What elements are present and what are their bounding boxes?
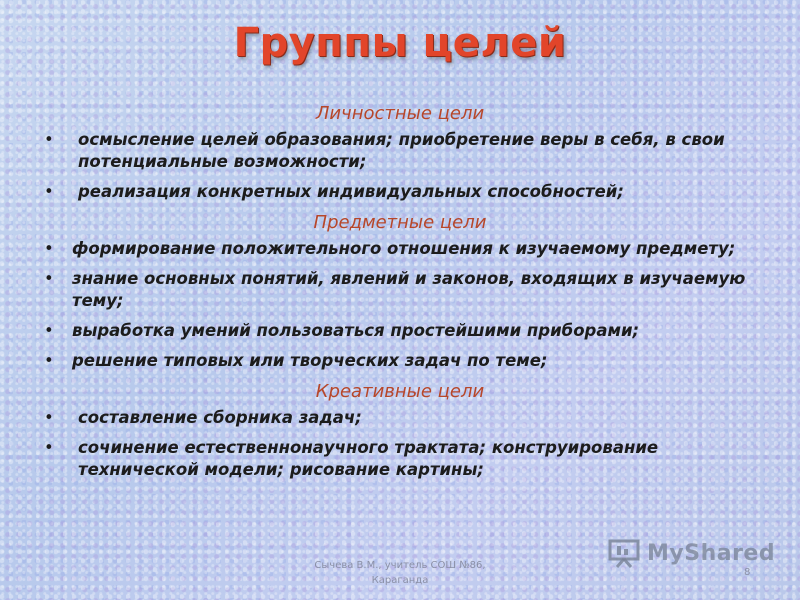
list-item-text: выработка умений пользоваться простейшими приборами;	[72, 321, 640, 340]
bullet-icon: •	[44, 408, 54, 427]
personal-goals-list	[40, 129, 760, 203]
bullet-icon: •	[44, 438, 54, 457]
list-item	[40, 407, 760, 429]
creative-goals-list	[40, 407, 760, 481]
bullet-icon: •	[44, 182, 54, 201]
presentation-board-icon	[607, 538, 641, 568]
footer-author: Сычева В.М., учитель СОШ №86, Караганда	[314, 560, 486, 586]
list-item	[40, 320, 760, 342]
bullet-icon: •	[44, 239, 54, 258]
list-item-text: формирование положительного отношения к изучаемому предмету;	[72, 239, 736, 258]
list-item	[40, 350, 760, 372]
list-item-text: осмысление целей образования; приобретение веры в себя, в свои потенциальные возможности;	[78, 130, 725, 171]
list-item-text: знание основных понятий, явлений и законов, входящих в изучаемую тему;	[72, 269, 746, 310]
page-number: 8	[744, 567, 751, 578]
list-item	[40, 129, 760, 173]
list-item	[40, 437, 760, 481]
bullet-icon: •	[44, 130, 54, 149]
section-heading-creative: Креативные цели	[315, 381, 485, 402]
section-heading-personal: Личностные цели	[315, 103, 485, 124]
watermark	[607, 538, 775, 568]
watermark-text: MyShared	[647, 540, 776, 566]
slide-title: Группы целей	[233, 20, 567, 66]
list-item-text: решение типовых или творческих задач по теме;	[72, 351, 548, 370]
section-heading-subject: Предметные цели	[313, 212, 487, 233]
list-item-text: составление сборника задач;	[78, 408, 362, 427]
bullet-icon: •	[44, 321, 54, 340]
list-item	[40, 238, 760, 260]
list-item	[40, 268, 760, 312]
bullet-icon: •	[44, 269, 54, 288]
slide-content	[40, 102, 760, 489]
subject-goals-list	[40, 238, 760, 372]
list-item-text: реализация конкретных индивидуальных способностей;	[78, 182, 624, 201]
list-item	[40, 181, 760, 203]
bullet-icon: •	[44, 351, 54, 370]
list-item-text: сочинение естественнонаучного трактата; конструирование технической модели; рисование картины;	[78, 438, 659, 479]
